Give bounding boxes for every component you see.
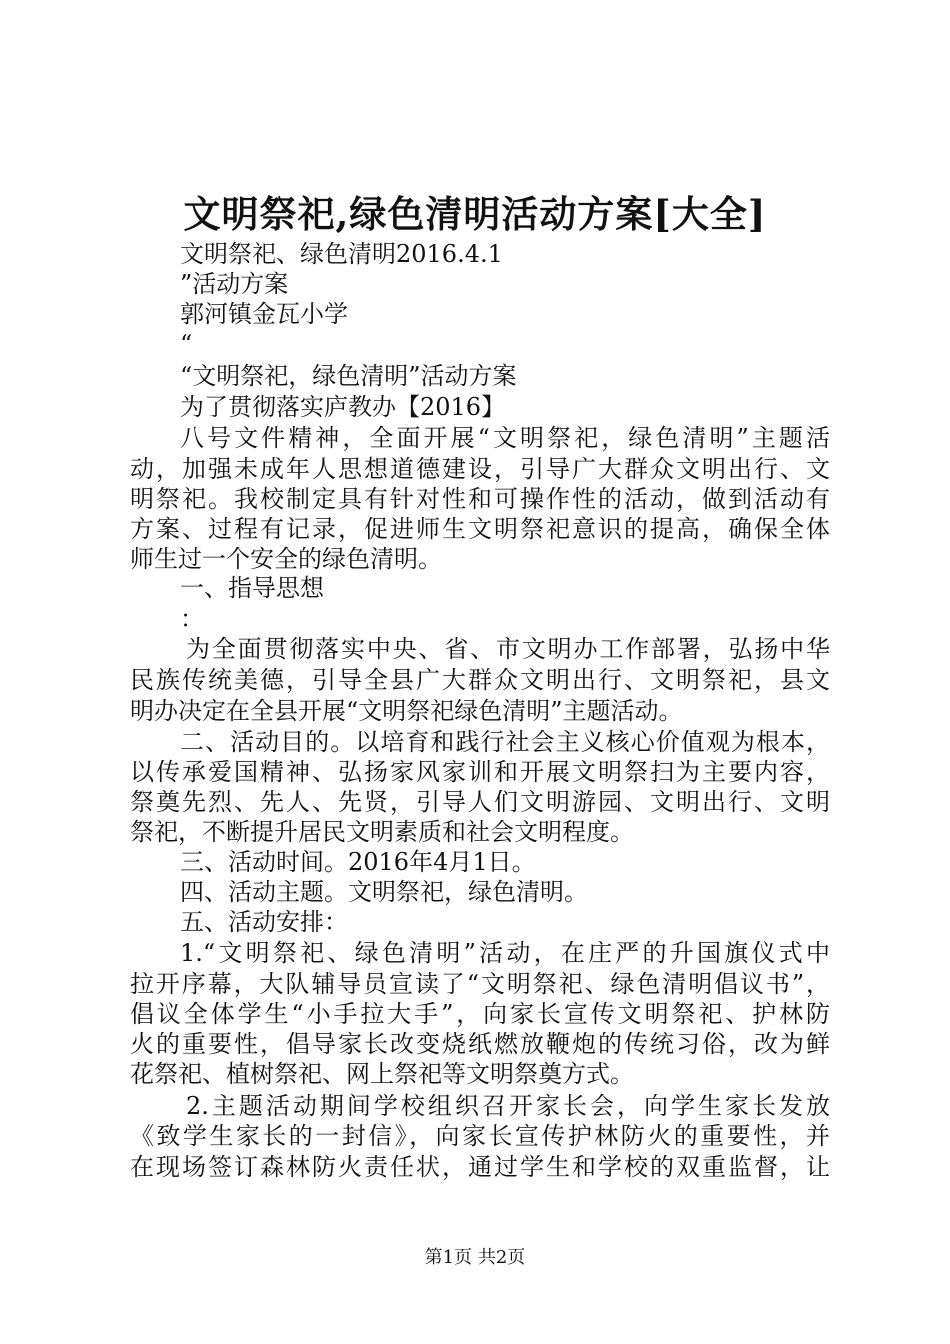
text-line: 明办决定在全县开展“文明祭祀绿色清明”主题活动。 <box>130 697 683 725</box>
text-line: 方案、过程有记录，促进师生文明祭祀意识的提高，确保全体 <box>130 515 830 543</box>
text-line: “文明祭祀，绿色清明”活动方案 <box>180 362 517 390</box>
section-heading: 五、活动安排： <box>180 908 348 936</box>
text-line: 民族传统美德，引导全县广大群众文明出行、文明祭祀，县文 <box>130 666 830 694</box>
text-line: 为了贯彻落实庐教办【2016】 <box>180 393 506 421</box>
text-line: 八号文件精神，全面开展“文明祭祀，绿色清明”主题活 <box>180 424 830 452</box>
document-title: 文明祭祀,绿色清明活动方案[大全] <box>183 192 767 236</box>
section-heading: 二、活动目的。以培育和践行社会主义核心价值观为根本， <box>180 728 830 756</box>
text-line: 明祭祀。我校制定具有针对性和可操作性的活动，做到活动有 <box>130 485 830 513</box>
section-heading: 三、活动时间。2016年4月1日。 <box>180 848 536 876</box>
text-line: 拉开序幕，大队辅导员宣读了“文明祭祀、绿色清明倡议书”， <box>130 970 830 998</box>
text-line: 1.“文明祭祀、绿色清明”活动，在庄严的升国旗仪式中 <box>180 939 830 967</box>
section-heading: 四、活动主题。文明祭祀，绿色清明。 <box>180 878 588 906</box>
text-line: ： <box>180 605 204 633</box>
text-line: 《致学生家长的一封信》，向家长宣传护林防火的重要性，并 <box>130 1122 830 1150</box>
text-line: 以传承爱国精神、弘扬家风家训和开展文明祭扫为主要内容， <box>130 758 830 786</box>
text-line: 2.主题活动期间学校组织召开家长会，向学生家长发放 <box>186 1092 830 1120</box>
text-line: 为全面贯彻落实中央、省、市文明办工作部署，弘扬中华 <box>186 635 830 663</box>
section-heading: 一、指导思想 <box>180 574 324 602</box>
text-line: “ <box>180 330 193 358</box>
text-line: 倡议全体学生“小手拉大手”，向家长宣传文明祭祀、护林防 <box>130 1000 830 1028</box>
text-line: 动，加强未成年人思想道德建设，引导广大群众文明出行、文 <box>130 455 830 483</box>
text-line: 火的重要性，倡导家长改变烧纸燃放鞭炮的传统习俗，改为鲜 <box>130 1030 830 1058</box>
text-line: ”活动方案 <box>180 270 289 298</box>
text-line: 在现场签订森林防火责任状，通过学生和学校的双重监督，让 <box>130 1153 830 1181</box>
text-line: 师生过一个安全的绿色清明。 <box>130 545 442 573</box>
text-line: 祭奠先烈、先人、先贤，引导人们文明游园、文明出行、文明 <box>130 788 830 816</box>
page-footer: 第1页 共2页 <box>424 1247 526 1268</box>
text-line: 文明祭祀、绿色清明2016.4.1 <box>180 240 503 268</box>
text-line: 祭祀，不断提升居民文明素质和社会文明程度。 <box>130 818 634 846</box>
text-line: 花祭祀、植树祭祀、网上祭祀等文明祭奠方式。 <box>130 1060 634 1088</box>
text-line: 郭河镇金瓦小学 <box>180 300 348 328</box>
